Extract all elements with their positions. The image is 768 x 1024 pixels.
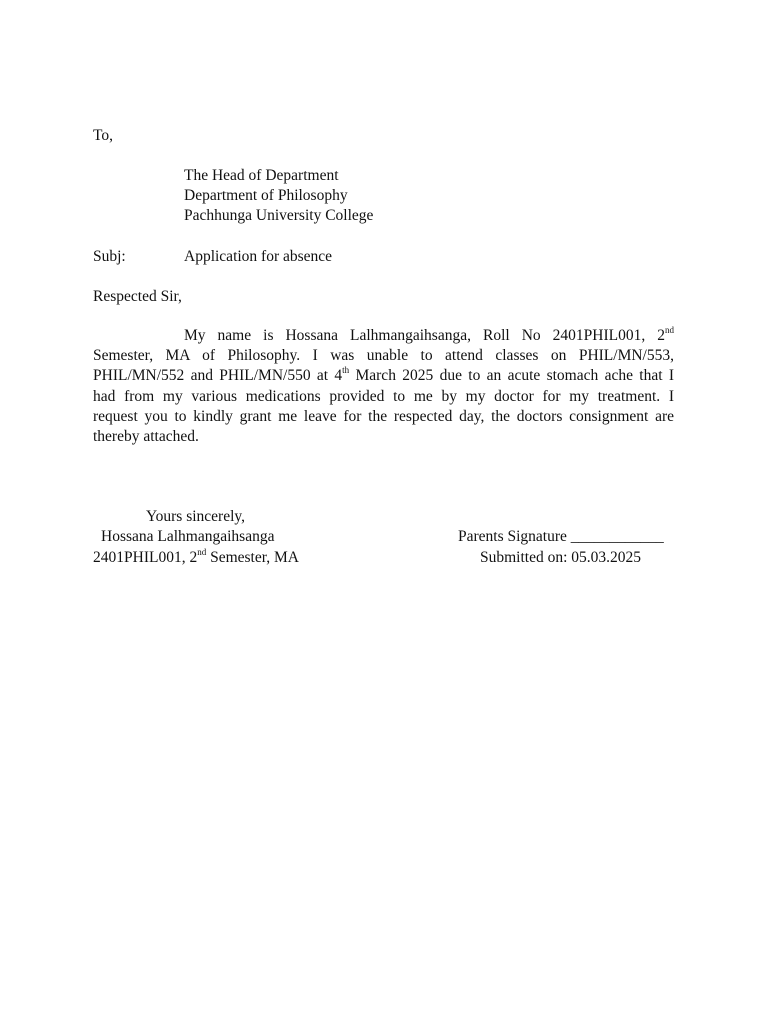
body-line-3-sup: th [342, 365, 350, 376]
sender-roll-text-b: Semester, MA [206, 549, 299, 566]
to-line: To, [93, 127, 114, 144]
body-line-1-sup: nd [665, 324, 674, 335]
letter-body [93, 326, 674, 447]
body-line-2: Semester, MA of Philosophy. I was unable to attend classes on PHIL/MN/553, [93, 347, 674, 365]
salutation: Respected Sir, [93, 288, 182, 305]
body-line-5: request you to kindly grant me leave for the respected day, the doctors consignment are [93, 407, 674, 425]
body-line-1 [93, 326, 674, 346]
submitted-on: Submitted on: 05.03.2025 [480, 549, 642, 566]
body-line-3-text-b: March 2025 due to an acute stomach ache that I [349, 367, 674, 385]
subject-label: Subj: [93, 248, 126, 265]
body-line-3 [93, 366, 674, 386]
sender-roll-sup: nd [197, 546, 207, 557]
body-line-4: had from my various medications provided to me by my doctor for my treatment. I [93, 387, 674, 405]
recipient-line-1: The Head of Department [184, 167, 339, 184]
recipient-line-2: Department of Philosophy [184, 187, 348, 204]
body-line-6: thereby attached. [93, 427, 199, 445]
sender-roll-text-a: 2401PHIL001, 2 [93, 549, 198, 566]
sender-name: Hossana Lalhmangaihsanga [101, 528, 275, 545]
parents-signature: Parents Signature ____________ [458, 528, 664, 545]
closing: Yours sincerely, [146, 508, 246, 525]
body-line-1-text: My name is Hossana Lalhmangaihsanga, Roll No 2401PHIL001, 2 [184, 327, 665, 344]
recipient-line-3: Pachhunga University College [184, 207, 374, 224]
body-line-3-text-a: PHIL/MN/552 and PHIL/MN/550 at 4 [93, 367, 343, 385]
subject-text: Application for absence [184, 248, 333, 265]
sender-roll [93, 548, 299, 568]
